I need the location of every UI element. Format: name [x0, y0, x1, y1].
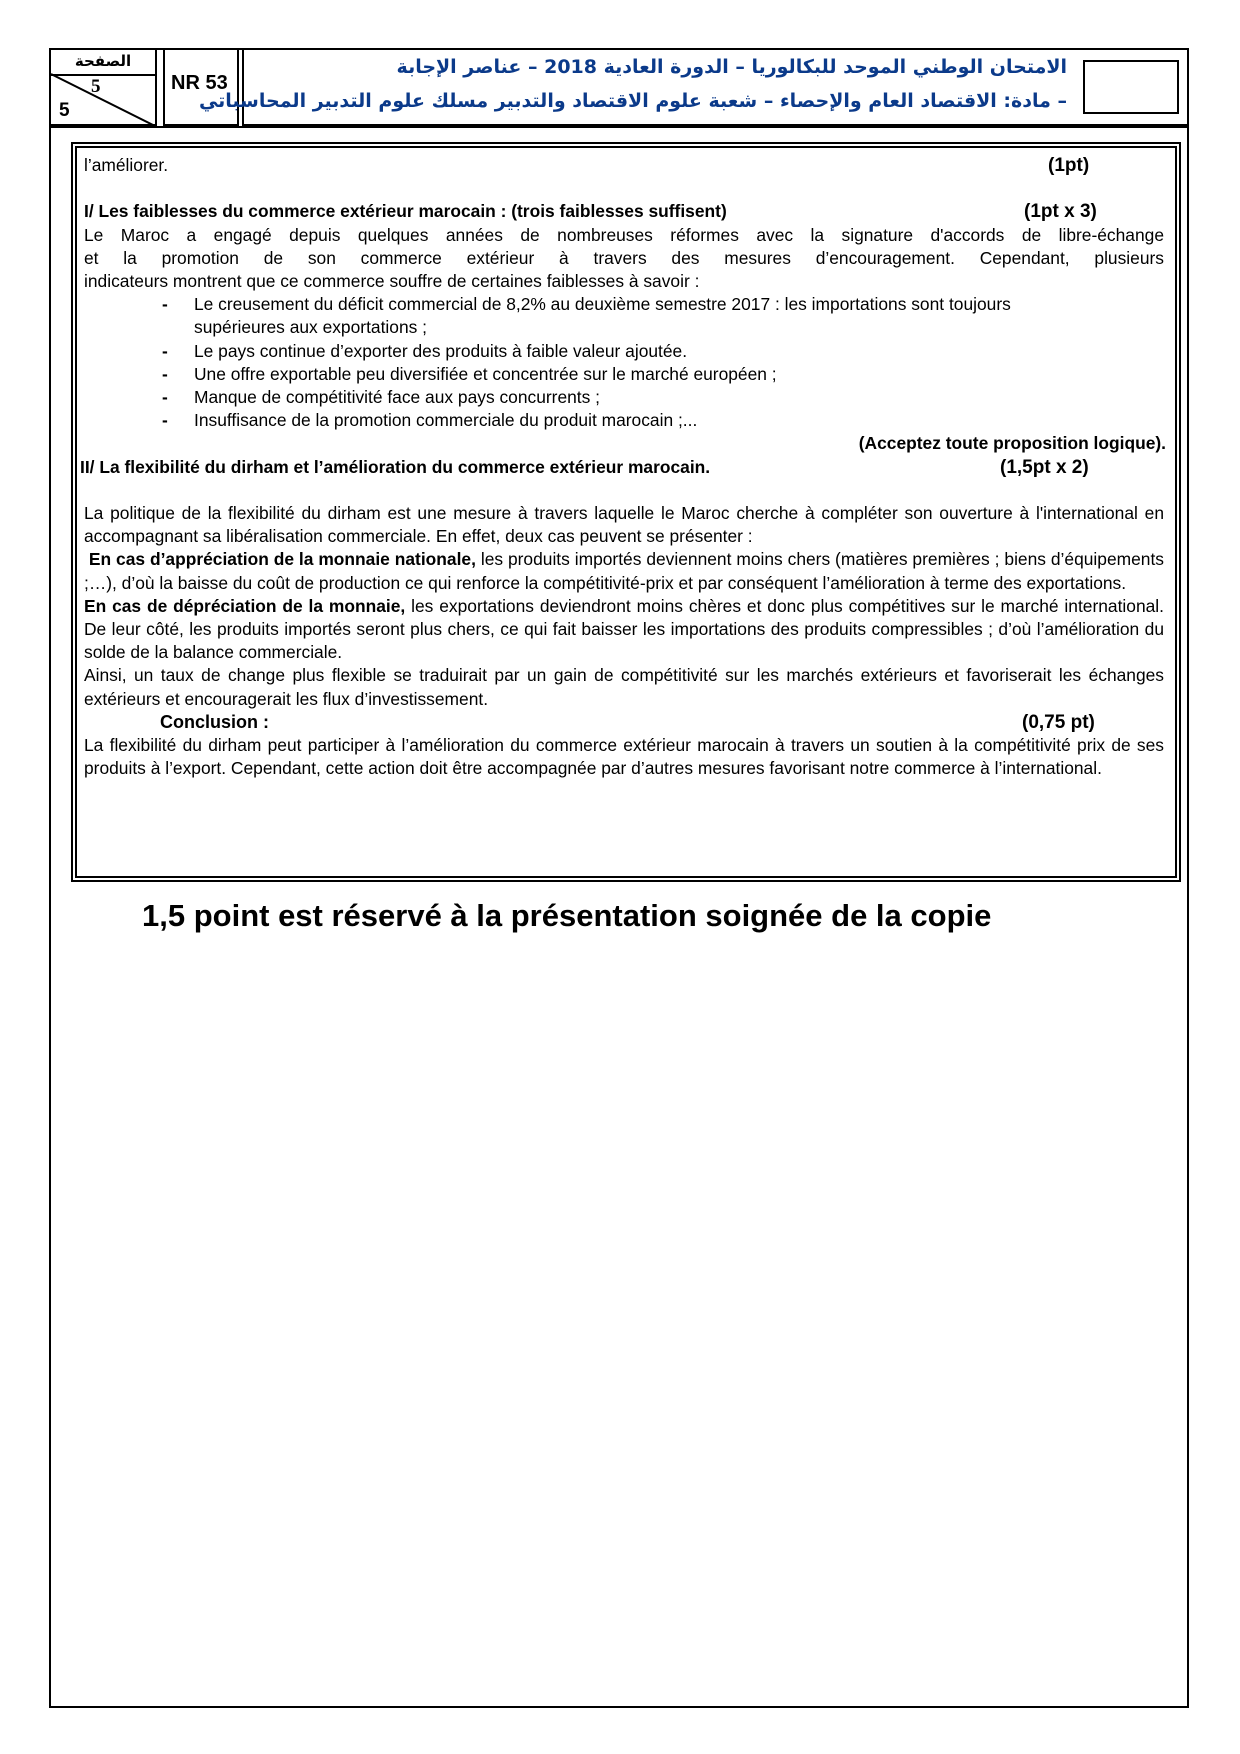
section2-case-depreciation [84, 595, 1164, 665]
conclusion-text: La flexibilité du dirham peut participer à l’amélioration du commerce extérieur marocain à travers un soutien à la compétitivité prix de ses produits à l’export. Cependant, cette action doit être accompagnée par d’autres mesures favorisant notre commerce à l’international. [84, 734, 1164, 779]
section1-note-row [84, 432, 1164, 455]
section1-paragraph-line2: et la promotion de son commerce extérieur à travers des mesures d’encouragement. Cependant, plusieurs [84, 247, 1164, 268]
section2-paragraph: La politique de la flexibilité du dirham est une mesure à travers laquelle le Maroc cherche à compléter son ouverture à l'international en accompagnant sa libéralisation commerciale. En effet, deux cas peuvent se présenter : [84, 502, 1164, 547]
case2-label: En cas de dépréciation de la monnaie, [84, 595, 406, 616]
page-label: الصفحة [74, 52, 132, 70]
intro-row [84, 154, 1164, 177]
exam-title-line2: – مادة: الاقتصاد العام والإحصاء – شعبة علوم الاقتصاد والتدبير مسلك علوم التدبير المحاسباتي [198, 90, 1067, 112]
conclusion-points: (0,75 pt) [1022, 711, 1095, 733]
section2-final-paragraph: Ainsi, un taux de change plus flexible se traduirait par un gain de compétitivité sur les marchés extérieurs et favoriserait les échanges extérieurs et encouragerait les flux d’investissement. [84, 665, 1164, 709]
bullet-dash: - [162, 294, 168, 315]
list-item [84, 293, 1164, 339]
section1-heading: I/ Les faiblesses du commerce extérieur marocain : (trois faiblesses suffisent) [84, 201, 727, 222]
section2-case-appreciation [84, 548, 1164, 594]
list-item [84, 340, 1164, 363]
page-header [49, 48, 1189, 126]
bullet-dash: - [162, 386, 168, 407]
bullet-dash: - [162, 340, 168, 361]
bullet-dash: - [162, 363, 168, 384]
page-total: 5 [59, 100, 70, 121]
conclusion-row [84, 711, 1164, 734]
page-current: 5 [91, 76, 101, 97]
bullet-text: Insuffisance de la promotion commerciale du produit marocain ;... [194, 410, 698, 431]
section2-heading: II/ La flexibilité du dirham et l’amélioration du commerce extérieur marocain. [80, 456, 711, 477]
section1-paragraph-line1: Le Maroc a engagé depuis quelques années de nombreuses réformes avec la signature d'accords de libre-échange [84, 224, 1164, 245]
section1-paragraph-line3: indicateurs montrent que ce commerce souffre de certaines faiblesses à savoir : [84, 270, 700, 291]
exam-code-box [163, 48, 239, 126]
list-item [84, 409, 1164, 432]
answer-content [80, 154, 1166, 780]
section2-heading-row [80, 456, 1164, 479]
bullet-text: Le creusement du déficit commercial de 8,2% au deuxième semestre 2017 : les importations sont toujours supérieures aux exportations ; [194, 294, 1011, 338]
section1-points: (1pt x 3) [1024, 201, 1097, 223]
bullet-text: Manque de compétitivité face aux pays concurrents ; [194, 386, 600, 407]
blank-box [1083, 60, 1179, 114]
section1-heading-row [84, 200, 1164, 223]
list-item [84, 363, 1164, 386]
page-number-box [49, 48, 157, 126]
intro-points: (1pt) [1048, 155, 1090, 176]
exam-title-line1: الامتحان الوطني الموحد للبكالوريا – الدورة العادية 2018 – عناصر الإجابة [396, 56, 1067, 78]
bullet-dash: - [162, 410, 168, 431]
conclusion-label: Conclusion : [160, 711, 269, 732]
bullet-text: Le pays continue d’exporter des produits à faible valeur ajoutée. [194, 340, 688, 361]
case2-text: les exportations deviendront moins chères et donc plus compétitives sur le marché international. De leur côté, les produits importés seront plus chers, ce qui fait baisser les importations des produits compressibles ; d’où l’amélioration du solde de la balance commerciale. [84, 595, 1164, 663]
section2-points: (1,5pt x 2) [1000, 456, 1089, 478]
case1-label: En cas d’appréciation de la monnaie nationale, [88, 549, 476, 570]
list-item [84, 386, 1164, 409]
exam-code: NR 53 [171, 72, 228, 94]
section1-note: (Acceptez toute proposition logique). [858, 433, 1166, 454]
intro-text: l’améliorer. [84, 155, 169, 175]
case1-text: les produits importés deviennent moins chers (matières premières ; biens d’équipements ;…), d’où la baisse du coût de production ce qui renforce la compétitivité-prix et par conséquent l’amélioration à terme des exportations. [84, 549, 1164, 593]
bullet-text: Une offre exportable peu diversifiée et concentrée sur le marché européen ; [194, 363, 777, 384]
presentation-note: 1,5 point est réservé à la présentation soignée de la copie [142, 898, 992, 933]
